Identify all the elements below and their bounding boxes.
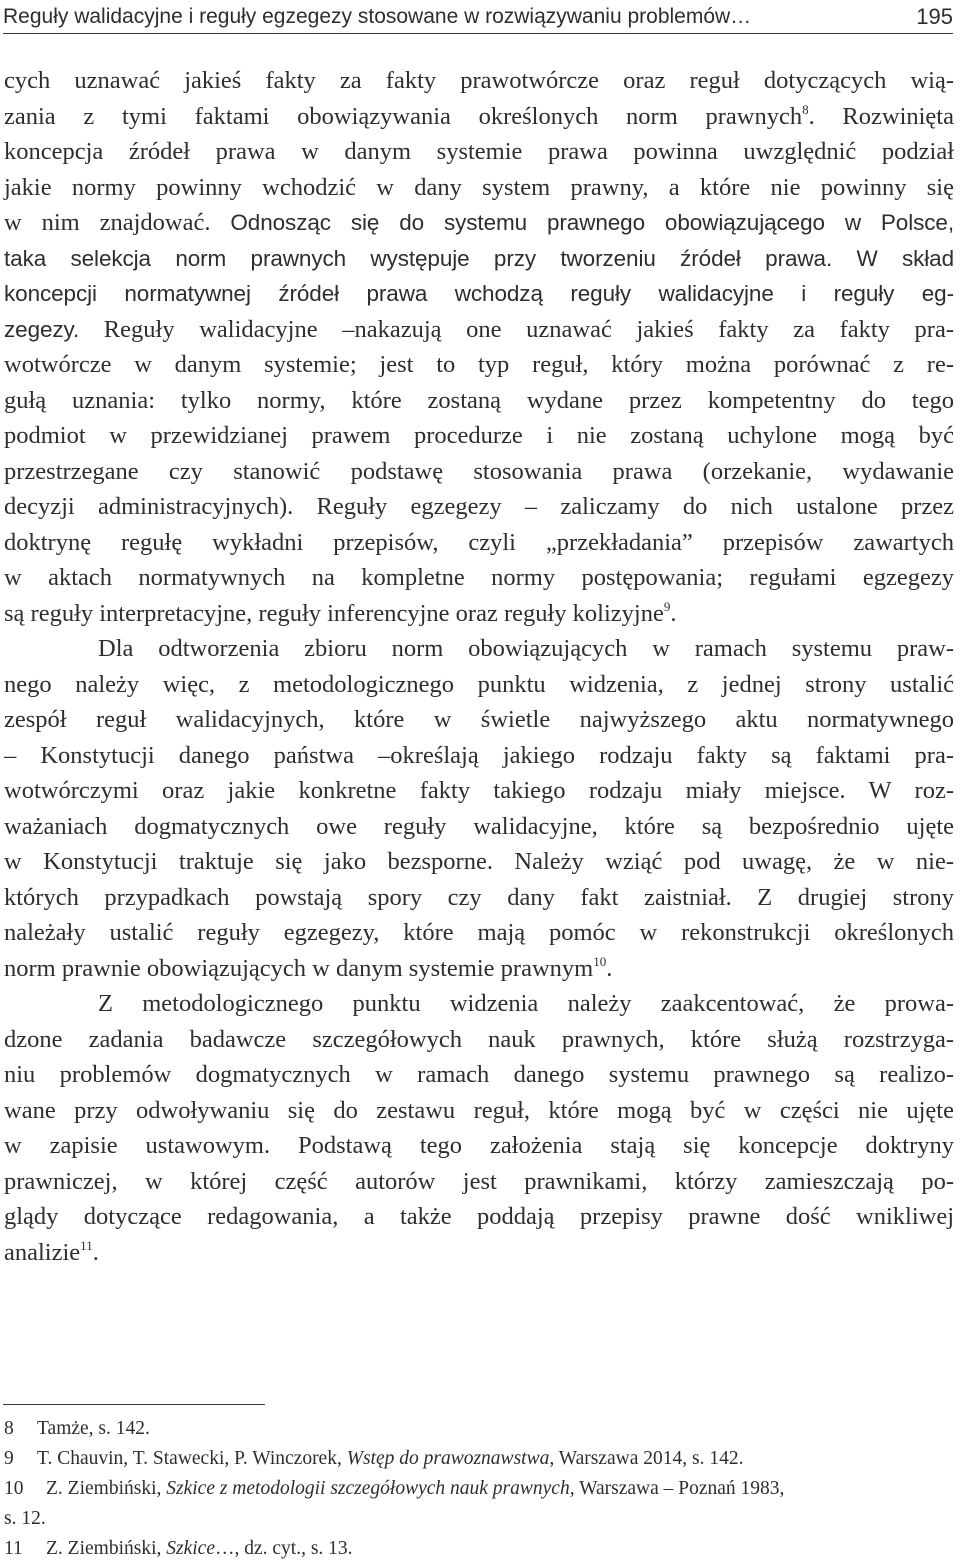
- footnotes: [4, 1414, 954, 1564]
- text-line: Z metodologicznego punktu widzenia należy zaakcentować, że prowa-: [98, 990, 954, 1017]
- footnote-ref-10: 10: [593, 953, 607, 969]
- footnote-text: Tamże, s. 142.: [37, 1418, 150, 1439]
- text-line: decyzji administracyjnych). Reguły egzegezy – zaliczamy do nich ustalone przez: [4, 493, 955, 520]
- paragraph-2: [4, 631, 954, 986]
- text-line: należały ustalić reguły egzegezy, które mają pomóc w rekonstrukcji określonych: [4, 919, 954, 946]
- body-text: [4, 63, 954, 1270]
- text-line: ważaniach dogmatycznych owe reguły walidacyjne, które są bezpośrednio ujęte: [4, 812, 954, 840]
- text-line: glądy dotyczące redagowania, a także poddają przepisy prawne dość wnikliwej: [4, 1203, 954, 1230]
- footnote-11: 11 Z. Ziembiński, Szkice…, dz. cyt., s. 13.: [4, 1534, 954, 1564]
- text-line: wane przy odwoływaniu się do zestawu reguł, które mogą być w części nie ujęte: [4, 1096, 954, 1124]
- text-line: jakie normy powinny wchodzić w dany system prawny, a które nie powinny się: [4, 173, 954, 201]
- page-number: 195: [916, 4, 953, 29]
- footnote-title: Szkice: [166, 1538, 215, 1559]
- footnote-number: 9: [4, 1448, 14, 1469]
- text-line: niu problemów dogmatycznych w ramach danego systemu prawnego są realizo-: [4, 1061, 954, 1088]
- text-line: wotwórcze w danym systemie; jest to typ reguł, który można porównać z re-: [4, 351, 954, 378]
- running-head: [3, 3, 953, 34]
- text-line: koncepcji normatywnej źródeł prawa wchodzą reguły walidacyjne i reguły eg-: [4, 281, 954, 306]
- footnote-number: 10: [4, 1478, 24, 1499]
- footnote-separator: [3, 1404, 265, 1405]
- text-line: zegezy. Reguły walidacyjne –nakazują one uznawać jakieś fakty za fakty pra-: [4, 315, 954, 343]
- text-line: taka selekcja norm prawnych występuje przy tworzeniu źródeł prawa. W skład: [4, 245, 954, 271]
- footnote-number: 11: [4, 1538, 23, 1559]
- text-line: w aktach normatywnych na kompletne normy postępowania; regułami egzegezy: [4, 564, 954, 591]
- text-line: w nim znajdować. Odnosząc się do systemu prawnego obowiązującego w Polsce,: [4, 209, 954, 236]
- text-line: nego należy więc, z metodologicznego punktu widzenia, z jednej strony ustalić: [4, 670, 954, 698]
- text-line: zespół reguł walidacyjnych, które w świetle najwyższego aktu normatywnego: [4, 706, 954, 733]
- text-line: gułą uznania: tylko normy, które zostaną wydane przez kompetentny do tego: [4, 386, 954, 414]
- footnote-continuation: s. 12.: [4, 1508, 46, 1529]
- text-line: cych uznawać jakieś fakty za fakty prawotwórcze oraz reguł dotyczących wią-: [4, 67, 954, 94]
- paragraph-1: [4, 63, 954, 631]
- text-line: przestrzegane czy stanowić podstawę stosowania prawa (orzekanie, wydawanie: [4, 457, 954, 485]
- paragraph-3: [4, 986, 954, 1270]
- text-line: – Konstytucji danego państwa –określają jakiego rodzaju fakty są faktami pra-: [4, 741, 954, 769]
- text-line: są reguły interpretacyjne, reguły inferencyjne oraz reguły kolizyjne$^9$.: [4, 598, 677, 627]
- text-line: doktrynę regułę wykładni przepisów, czyli „przekładania” przepisów zawartych: [4, 528, 954, 556]
- footnote-ref-9: 9: [663, 598, 671, 614]
- footnote-title: Szkice z metodologii szczegółowych nauk prawnych: [166, 1478, 570, 1499]
- text-line: koncepcja źródeł prawa w danym systemie prawa powinna uwzględnić podział: [4, 138, 954, 165]
- text-line: w zapisie ustawowym. Podstawą tego założenia stają się koncepcje doktryny: [4, 1132, 954, 1159]
- footnote-8: [4, 1414, 954, 1444]
- text-line: zania z tymi faktami obowiązywania określonych norm prawnych$^8$. Rozwinięta: [4, 101, 954, 130]
- footnote-number: 8: [4, 1418, 14, 1439]
- text-line: w Konstytucji traktuje się jako bezsporne. Należy wziąć pod uwagę, że w nie-: [4, 848, 954, 875]
- footnote-title: Wstęp do prawoznawstwa: [346, 1448, 550, 1469]
- text-line: wotwórczymi oraz jakie konkretne fakty takiego rodzaju miały miejsce. W roz-: [4, 777, 954, 804]
- running-head-title: Reguły walidacyjne i reguły egzegezy stosowane w rozwiązywaniu problemów…: [3, 5, 752, 28]
- text-line: norm prawnie obowiązujących w danym systemie prawnym$^{10}$.: [4, 953, 613, 982]
- footnote-10: 10 Z. Ziembiński, Szkice z metodologii szczegółowych nauk prawnych, Warszawa – Poznań 1983, s. 12.: [4, 1474, 954, 1534]
- text-line: których przypadkach powstają spory czy dany fakt zaistniał. Z drugiej strony: [4, 883, 954, 911]
- text-line: podmiot w przewidzianej prawem procedurze i nie zostaną uchylone mogą być: [4, 422, 954, 449]
- text-line: Dla odtworzenia zbioru norm obowiązujących w ramach systemu praw-: [98, 635, 954, 662]
- text-line: analizie$^{11}$.: [4, 1237, 99, 1266]
- footnote-9: 9 T. Chauvin, T. Stawecki, P. Winczorek, Wstęp do prawoznawstwa, Warszawa 2014, s. 142.: [4, 1444, 954, 1474]
- text-line: prawniczej, w której część autorów jest prawnikami, którzy zamieszczają po-: [4, 1167, 954, 1195]
- footnote-ref-11: 11: [80, 1237, 93, 1253]
- text-line: dzone zadania badawcze szczegółowych nauk prawnych, które służą rozstrzyga-: [4, 1025, 954, 1053]
- footnote-ref-8: 8: [802, 101, 809, 117]
